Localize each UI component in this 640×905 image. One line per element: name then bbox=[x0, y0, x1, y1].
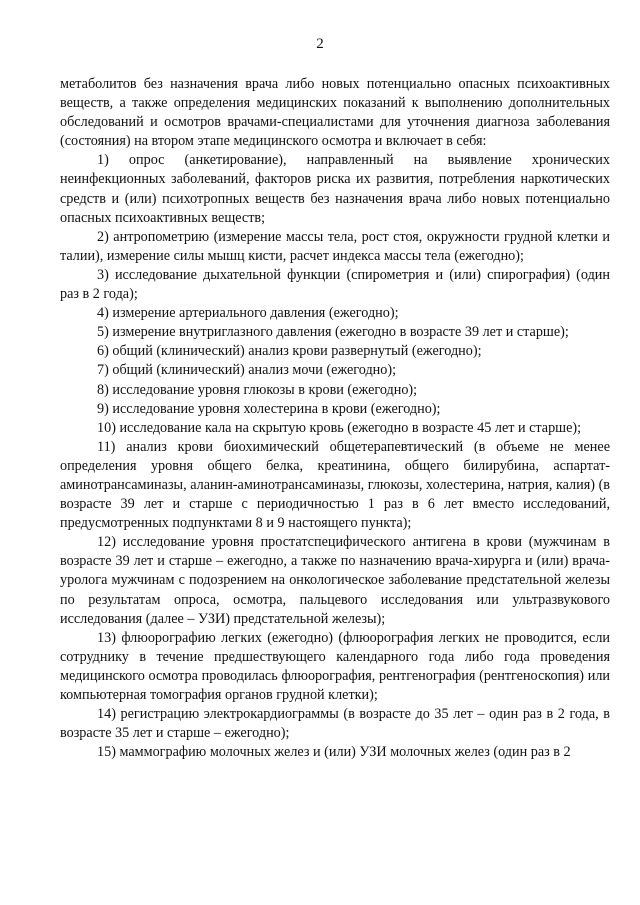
paragraph: 7) общий (клинический) анализ мочи (ежегодно); bbox=[97, 362, 397, 379]
paragraph: 15) маммографию молочных желез и (или) УЗИ молочных желез (один раз в 2 bbox=[97, 744, 571, 761]
paragraph: 9) исследование уровня холестерина в крови (ежегодно); bbox=[97, 400, 441, 417]
paragraph: 8) исследование уровня глюкозы в крови (ежегодно); bbox=[97, 381, 418, 398]
paragraph: 13) флюорографию легких (ежегодно) (флюорография легких не проводится, если сотруднику в течение предшествующего календарного года либо года проведения медицинского осмотра проводилась флюорография, рентгенография (рентгеноскопия) или компьютерная томография органов грудной клетки); bbox=[60, 629, 610, 703]
paragraph: 6) общий (клинический) анализ крови развернутый (ежегодно); bbox=[97, 343, 482, 360]
document-body bbox=[60, 75, 610, 762]
paragraph: 14) регистрацию электрокардиограммы (в возрасте до 35 лет – один раз в 2 года, в возрасте 35 лет и старше – ежегодно); bbox=[60, 706, 610, 742]
paragraph: 11) анализ крови биохимический общетерапевтический (в объеме не менее определения уровня общего белка, креатинина, общего билирубина, аспартат-аминотрансаминазы, аланин-аминотрансаминазы, глюкозы, холестерина, натрия, калия) (в возрасте 39 лет и старше с периодичностью 1 раз в 6 лет вместо исследований, предусмотренных подпунктами 8 и 9 настоящего пункта); bbox=[60, 438, 610, 532]
paragraph: метаболитов без назначения врача либо новых потенциально опасных психоактивных веществ, а также определения медицинских показаний к выполнению дополнительных обследований и осмотров врачами-специалистами для уточнения диагноза заболевания (состояния) на втором этапе медицинского осмотра и включает в себя: bbox=[60, 76, 610, 150]
paragraph: 3) исследование дыхательной функции (спирометрия и (или) спирография) (один раз в 2 года); bbox=[60, 266, 610, 303]
paragraph: 4) измерение артериального давления (ежегодно); bbox=[97, 305, 399, 322]
paragraph: 1) опрос (анкетирование), направленный на выявление хронических неинфекционных заболеваний, факторов риска их развития, потребления наркотических средств и (или) психотропных веществ без назначения врача либо новых потенциально опасных психоактивных веществ; bbox=[60, 152, 610, 226]
paragraph: 5) измерение внутриглазного давления (ежегодно в возрасте 39 лет и старше); bbox=[97, 324, 569, 341]
page-number: 2 bbox=[316, 36, 324, 52]
paragraph: 12) исследование уровня простатспецифического антигена в крови (мужчинам в возрасте 39 лет и старше – ежегодно, а также по назначению врача-хирурга и (или) врача-уролога мужчинам с подозрением на онкологическое заболевание предстательной железы по результатам опроса, осмотра, пальцевого исследования или ультразвукового исследования (далее – УЗИ) предстательной железы); bbox=[60, 534, 610, 627]
paragraph: 10) исследование кала на скрытую кровь (ежегодно в возрасте 45 лет и старше); bbox=[97, 419, 582, 436]
paragraph: 2) антропометрию (измерение массы тела, рост стоя, окружности грудной клетки и талии), измерение силы мышц кисти, расчет индекса массы тела (ежегодно); bbox=[60, 228, 610, 264]
